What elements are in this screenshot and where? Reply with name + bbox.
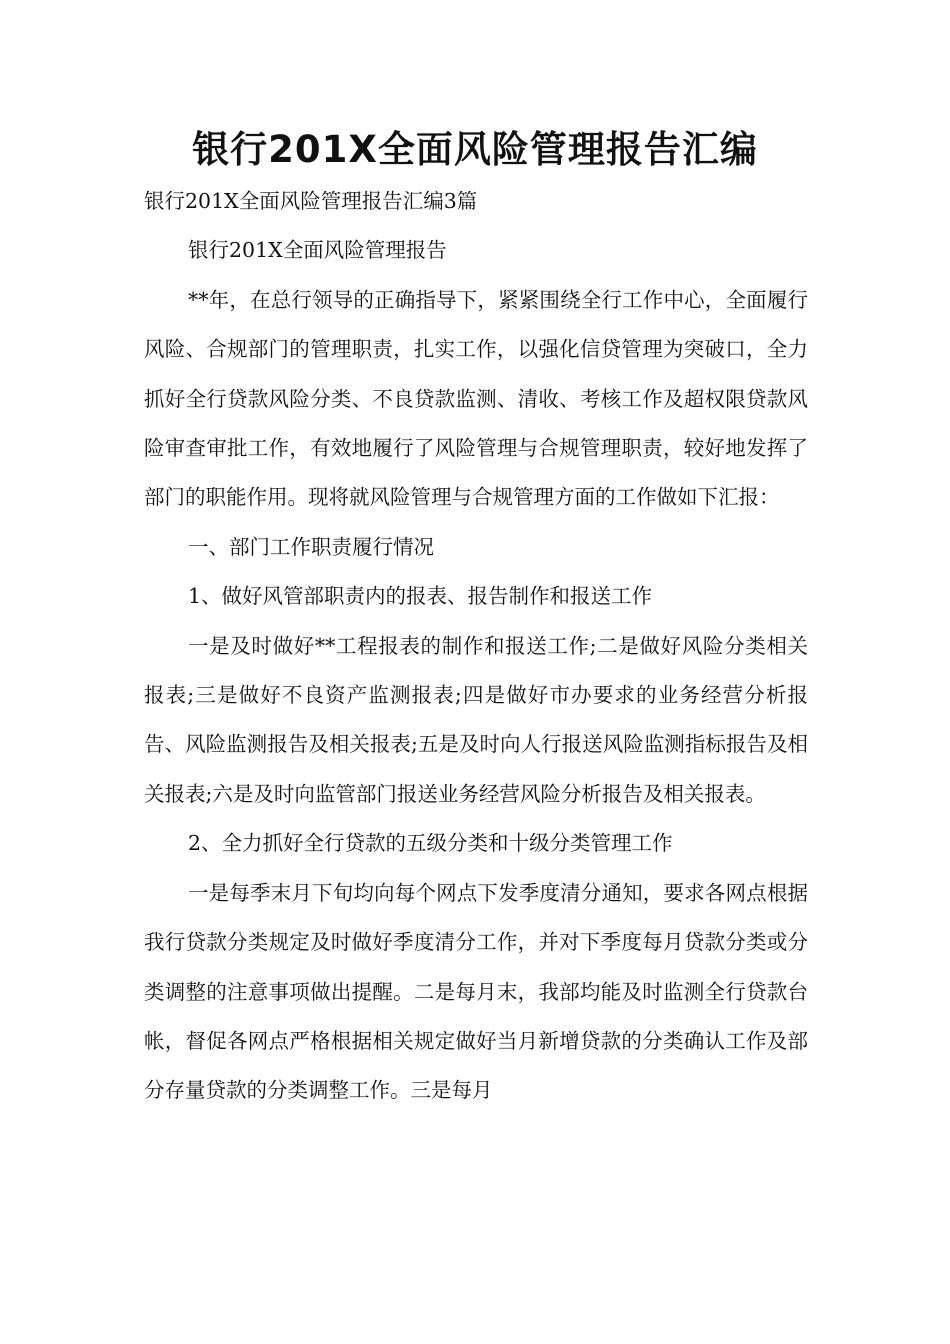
subsection-heading-reports: 1、做好风管部职责内的报表、报告制作和报送工作 <box>188 584 653 609</box>
document-body <box>144 177 808 1116</box>
document-subtitle: 银行201X全面风险管理报告汇编3篇 <box>144 189 478 213</box>
section-heading-report: 银行201X全面风险管理报告 <box>188 238 447 263</box>
paragraph-classification: 一是每季末月下旬均向每个网点下发季度清分通知，要求各网点根据我行贷款分类规定及时做好季度清分工作，并对下季度每月贷款分类或分类调整的注意事项做出提醒。二是每月末，我部均能及时监测全行贷款台帐，督促各网点严格根据相关规定做好当月新增贷款的分类确认工作及部分存量贷款的分类调整工作。三是每月 <box>144 880 808 1103</box>
section-heading-duties: 一、部门工作职责履行情况 <box>188 534 434 559</box>
subsection-heading-classification: 2、全力抓好全行贷款的五级分类和十级分类管理工作 <box>188 831 673 856</box>
paragraph-intro: **年，在总行领导的正确指导下，紧紧围绕全行工作中心，全面履行风险、合规部门的管理职责，扎实工作，以强化信贷管理为突破口，全力抓好全行贷款风险分类、不良贷款监测、清收、考核工作及超权限贷款风险审查审批工作，有效地履行了风险管理与合规管理职责，较好地发挥了部门的职能作用。现将就风险管理与合规管理方面的工作做如下汇报： <box>144 287 808 510</box>
document-title: 银行201X全面风险管理报告汇编 <box>192 128 758 171</box>
paragraph-reports: 一是及时做好**工程报表的制作和报送工作;二是做好风险分类相关报表;三是做好不良资产监测报表;四是做好市办要求的业务经营分析报告、风险监测报告及相关报表;五是及时向人行报送风险监测指标报告及相关报表;六是及时向监管部门报送业务经营风险分析报告及相关报表。 <box>144 633 808 806</box>
